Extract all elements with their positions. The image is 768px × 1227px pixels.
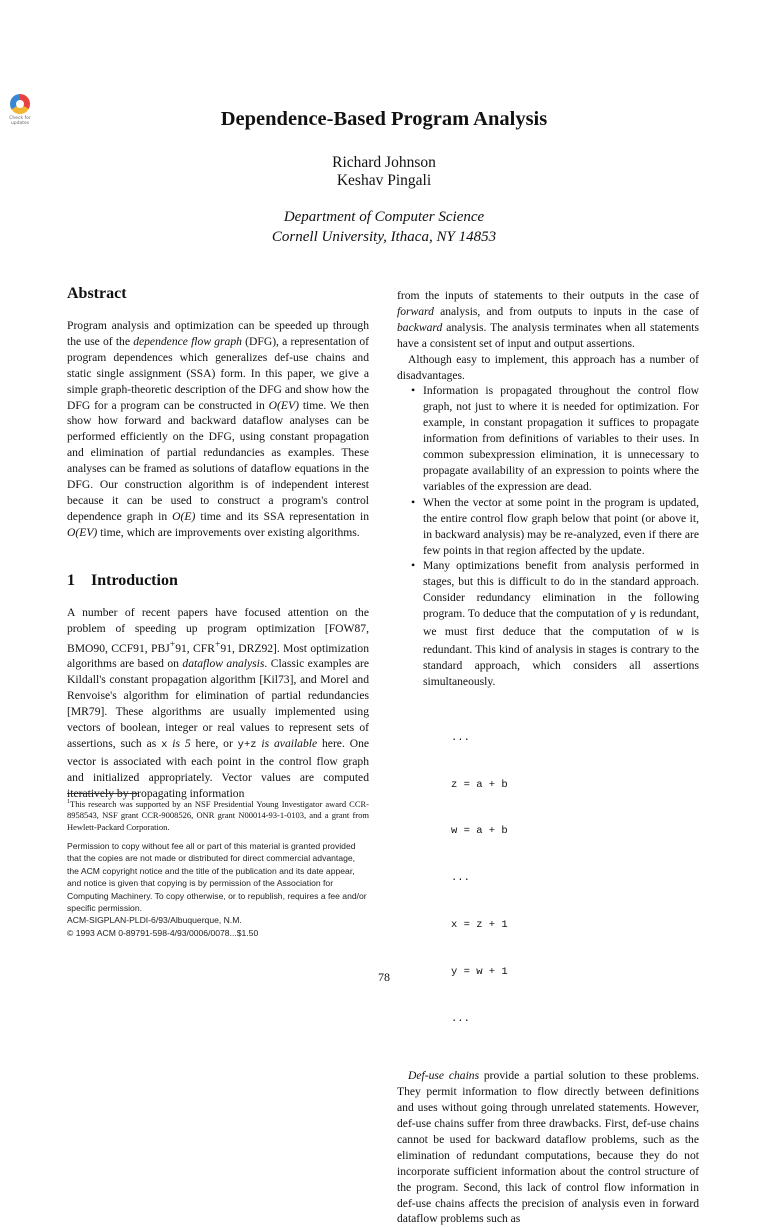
paragraph: Although easy to implement, this approach has a number of disadvantages. [397, 352, 699, 382]
code-line: ... [451, 731, 470, 744]
intro-paragraph: A number of recent papers have focused attention on the problem of speeding up program optimization [FOW87, BMO90, CCF91, PBJ+91, CFR+91, DRZ92]. Most optimization algorithms are based on dataflow analysis. Classic examples are Kildall's constant propagation algorithm [Kil73], and Morel and Renvoise's algorithm for elimination of partial redundancies [MR79]. These algorithms are usually implemented using vectors of boolean, integer or real values to represent sets of assertions, such as x is 5 here, or y+z is available here. One vector is associated with each point in the control flow graph and initialized appropriately. Vector values are computed iteratively by propagating information [67, 605, 370, 800]
code-line: ... [451, 1012, 470, 1025]
list-item: • Information is propagated throughout the control flow graph, not just to where it is needed for optimization. For example, in constant propagation it suffices to propagate information from definitions of variables to their uses. In common subexpression elimination, it is unnecessary to propagate availability of an expression to points where the variables of the expression are dead. [411, 383, 699, 494]
paragraph: Def-use chains provide a partial solution to these problems. They permit information to flow directly between definitions and uses without going through unrelated statements. However, def-use chains suffer from three drawbacks. First, def-use chains cannot be used for backward dataflow problems, such as the elimination of redundant computations, because they do not incorporate sufficient information about the control structure of the program. Second, this lack of control flow information in def-use chains affects the precision of analysis even in forward dataflow problems such as [397, 1069, 699, 1226]
permission-notice [67, 840, 369, 939]
right-column [397, 288, 699, 1227]
page-number: 78 [378, 970, 390, 984]
author-list [0, 154, 768, 190]
code-line: z = a + b [451, 778, 508, 791]
footnote-rule [67, 793, 139, 794]
university: Cornell University, Ithaca, NY 14853 [271, 229, 497, 245]
paragraph: from the inputs of statements to their outputs in the case of forward analysis, and from outputs to inputs in the case of backward analysis. The analysis terminates when all statements have a consistent set of input and output assertions. [397, 289, 699, 350]
abstract-heading: Abstract [67, 285, 127, 302]
affiliation [0, 207, 768, 247]
section-title: Introduction [91, 571, 178, 589]
permission-text: Permission to copy without fee all or part of this material is granted provided that the copies are not made or distributed for direct commercial advantage, the ACM copyright notice and the title of the publication and its date appear, and notice is given that copying is by permission of the Association for Computing Machinery. To copy otherwise, or to republish, requires a fee and/or specific permission. [67, 841, 367, 914]
code-line: w = a + b [451, 825, 508, 838]
paper-title: Dependence-Based Program Analysis [220, 108, 548, 130]
author-name: Richard Johnson [332, 154, 436, 171]
copyright-line: © 1993 ACM 0-89791-598-4/93/0006/0078...$1.50 [67, 927, 259, 938]
code-line: x = z + 1 [451, 918, 508, 931]
list-item: • When the vector at some point in the program is updated, the entire control flow graph below that point (or above it, in backward analysis) may be re-analyzed, even if there are few points in that region affected by the update. [411, 495, 699, 559]
conference-line: ACM-SIGPLAN-PLDI-6/93/Albuquerque, N.M. [67, 915, 242, 926]
section-number: 1 [67, 571, 75, 589]
badge-label: Check for updates [9, 116, 31, 126]
section-heading [67, 571, 369, 591]
code-line: ... [451, 872, 470, 885]
disadvantage-list [397, 383, 699, 689]
code-line: y = w + 1 [451, 965, 508, 978]
author-name: Keshav Pingali [336, 172, 432, 189]
abstract-paragraph: Program analysis and optimization can be speeded up through the use of the dependence flow graph (DFG), a representation of program dependences which generalizes def-use chains and static single assignment (SSA) form. In this paper, we give a simple graph-theoretic description of the DFG and show how the DFG for a program can be constructed in O(EV) time. We then show how forward and backward dataflow analyses can be performed efficiently on the DFG, using constant propagation and elimination of partial redundancies as examples. These analyses can be framed as solutions of dataflow equations in the DFG. Our construction algorithm is of independent interest because it can be used to construct a program's control dependence graph in O(E) time and its SSA representation in O(EV) time, which are improvements over existing algorithms. [67, 319, 369, 539]
left-column [67, 284, 369, 801]
footnote: $^1$This research was supported by an NSF Presidential Young Investigator award CCR-8958543, NSF grant CCR-9008526, ONR grant N00014-93-1-0103, and a grant from Hewlett-Packard Corporation. [67, 798, 369, 832]
department: Department of Computer Science [283, 209, 485, 225]
list-item: • Many optimizations benefit from analysis performed in stages, but this is difficult to do in the standard approach. Consider redundancy elimination in the following program. To deduce that the computation of y is redundant, we must first deduce that the computation of w is redundant. This kind of analysis in stages is contrary to the standard approach, which considers all assertions simultaneously. [411, 558, 699, 689]
code-example [451, 700, 699, 1059]
